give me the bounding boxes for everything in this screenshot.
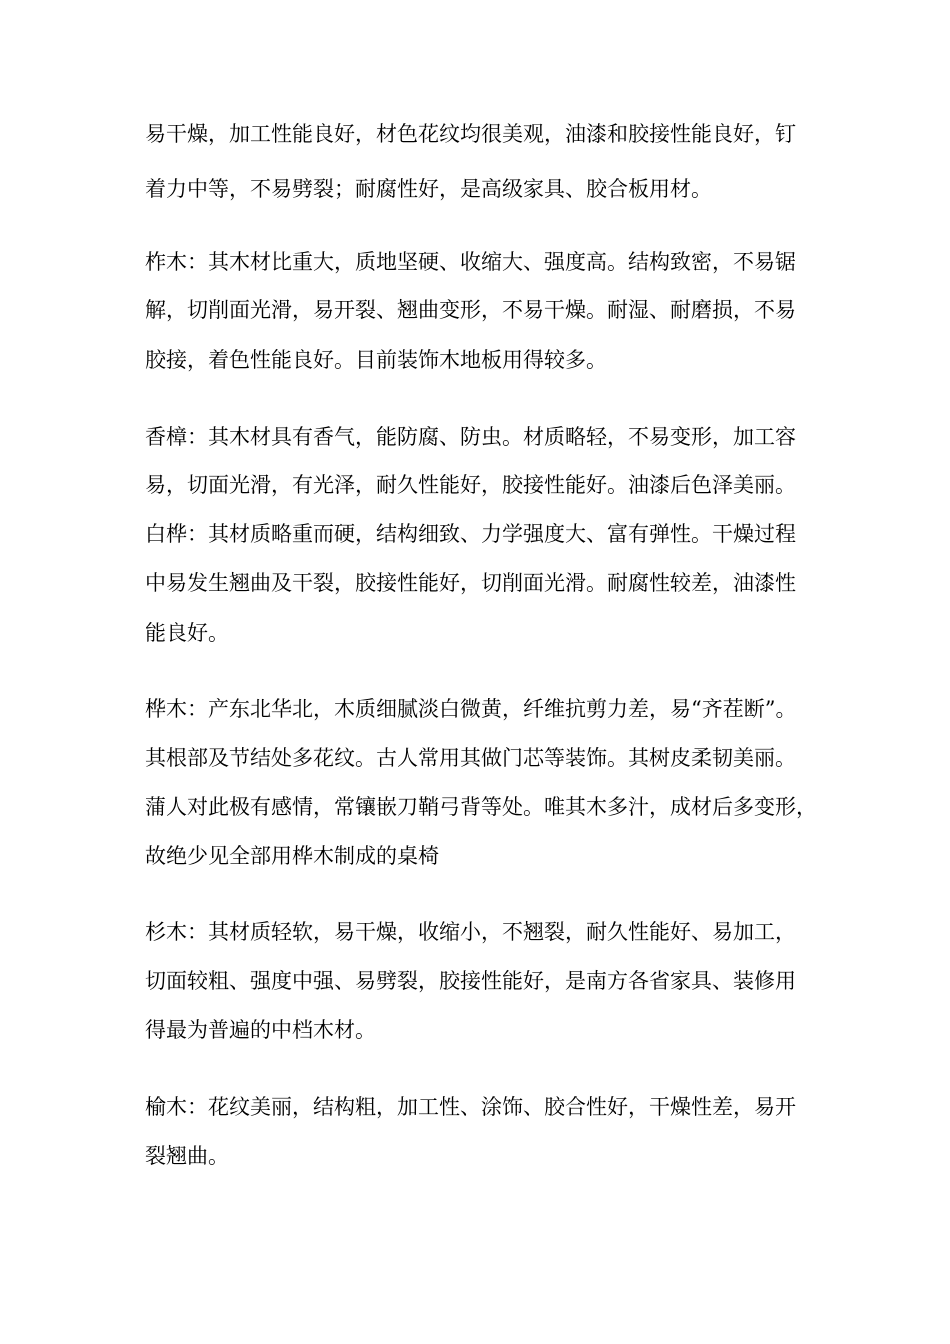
text-line: 裂翘曲。 bbox=[145, 1144, 229, 1168]
text-line: 柞木：其木材比重大，质地坚硬、收缩大、强度高。结构致密，不易锯 bbox=[145, 250, 796, 274]
text-line: 白桦：其材质略重而硬，结构细致、力学强度大、富有弹性。干燥过程 bbox=[145, 522, 796, 546]
text-line: 胶接，着色性能良好。目前装饰木地板用得较多。 bbox=[145, 348, 607, 372]
text-line: 切面较粗、强度中强、易劈裂，胶接性能好，是南方各省家具、装修用 bbox=[145, 969, 796, 993]
text-line: 其根部及节结处多花纹。古人常用其做门芯等装饰。其树皮柔韧美丽。 bbox=[145, 746, 796, 770]
text-line: 榆木：花纹美丽，结构粗，加工性、涂饰、胶合性好，干燥性差，易开 bbox=[145, 1095, 796, 1119]
text-line: 桦木：产东北华北，木质细腻淡白微黄，纤维抗剪力差，易“齐茬断”。 bbox=[145, 697, 797, 721]
text-line: 能良好。 bbox=[145, 621, 229, 645]
text-line: 蒲人对此极有感情，常镶嵌刀鞘弓背等处。唯其木多汁，成材后多变形， bbox=[145, 795, 817, 819]
text-line: 杉木：其材质轻软，易干燥，收缩小，不翘裂，耐久性能好、易加工， bbox=[145, 920, 796, 944]
text-line: 得最为普遍的中档木材。 bbox=[145, 1018, 376, 1042]
text-line: 故绝少见全部用桦木制成的桌椅 bbox=[145, 844, 439, 868]
text-line: 中易发生翘曲及干裂，胶接性能好，切削面光滑。耐腐性较差，油漆性 bbox=[145, 571, 796, 595]
text-line: 香樟：其木材具有香气，能防腐、防虫。材质略轻，不易变形，加工容 bbox=[145, 425, 796, 449]
text-line: 着力中等，不易劈裂；耐腐性好，是高级家具、胶合板用材。 bbox=[145, 177, 712, 201]
text-line: 解，切削面光滑，易开裂、翘曲变形，不易干燥。耐湿、耐磨损，不易 bbox=[145, 298, 796, 322]
text-line: 易，切面光滑，有光泽，耐久性能好，胶接性能好。油漆后色泽美丽。 bbox=[145, 473, 796, 497]
text-line: 易干燥，加工性能良好，材色花纹均很美观，油漆和胶接性能良好，钉 bbox=[145, 122, 796, 146]
